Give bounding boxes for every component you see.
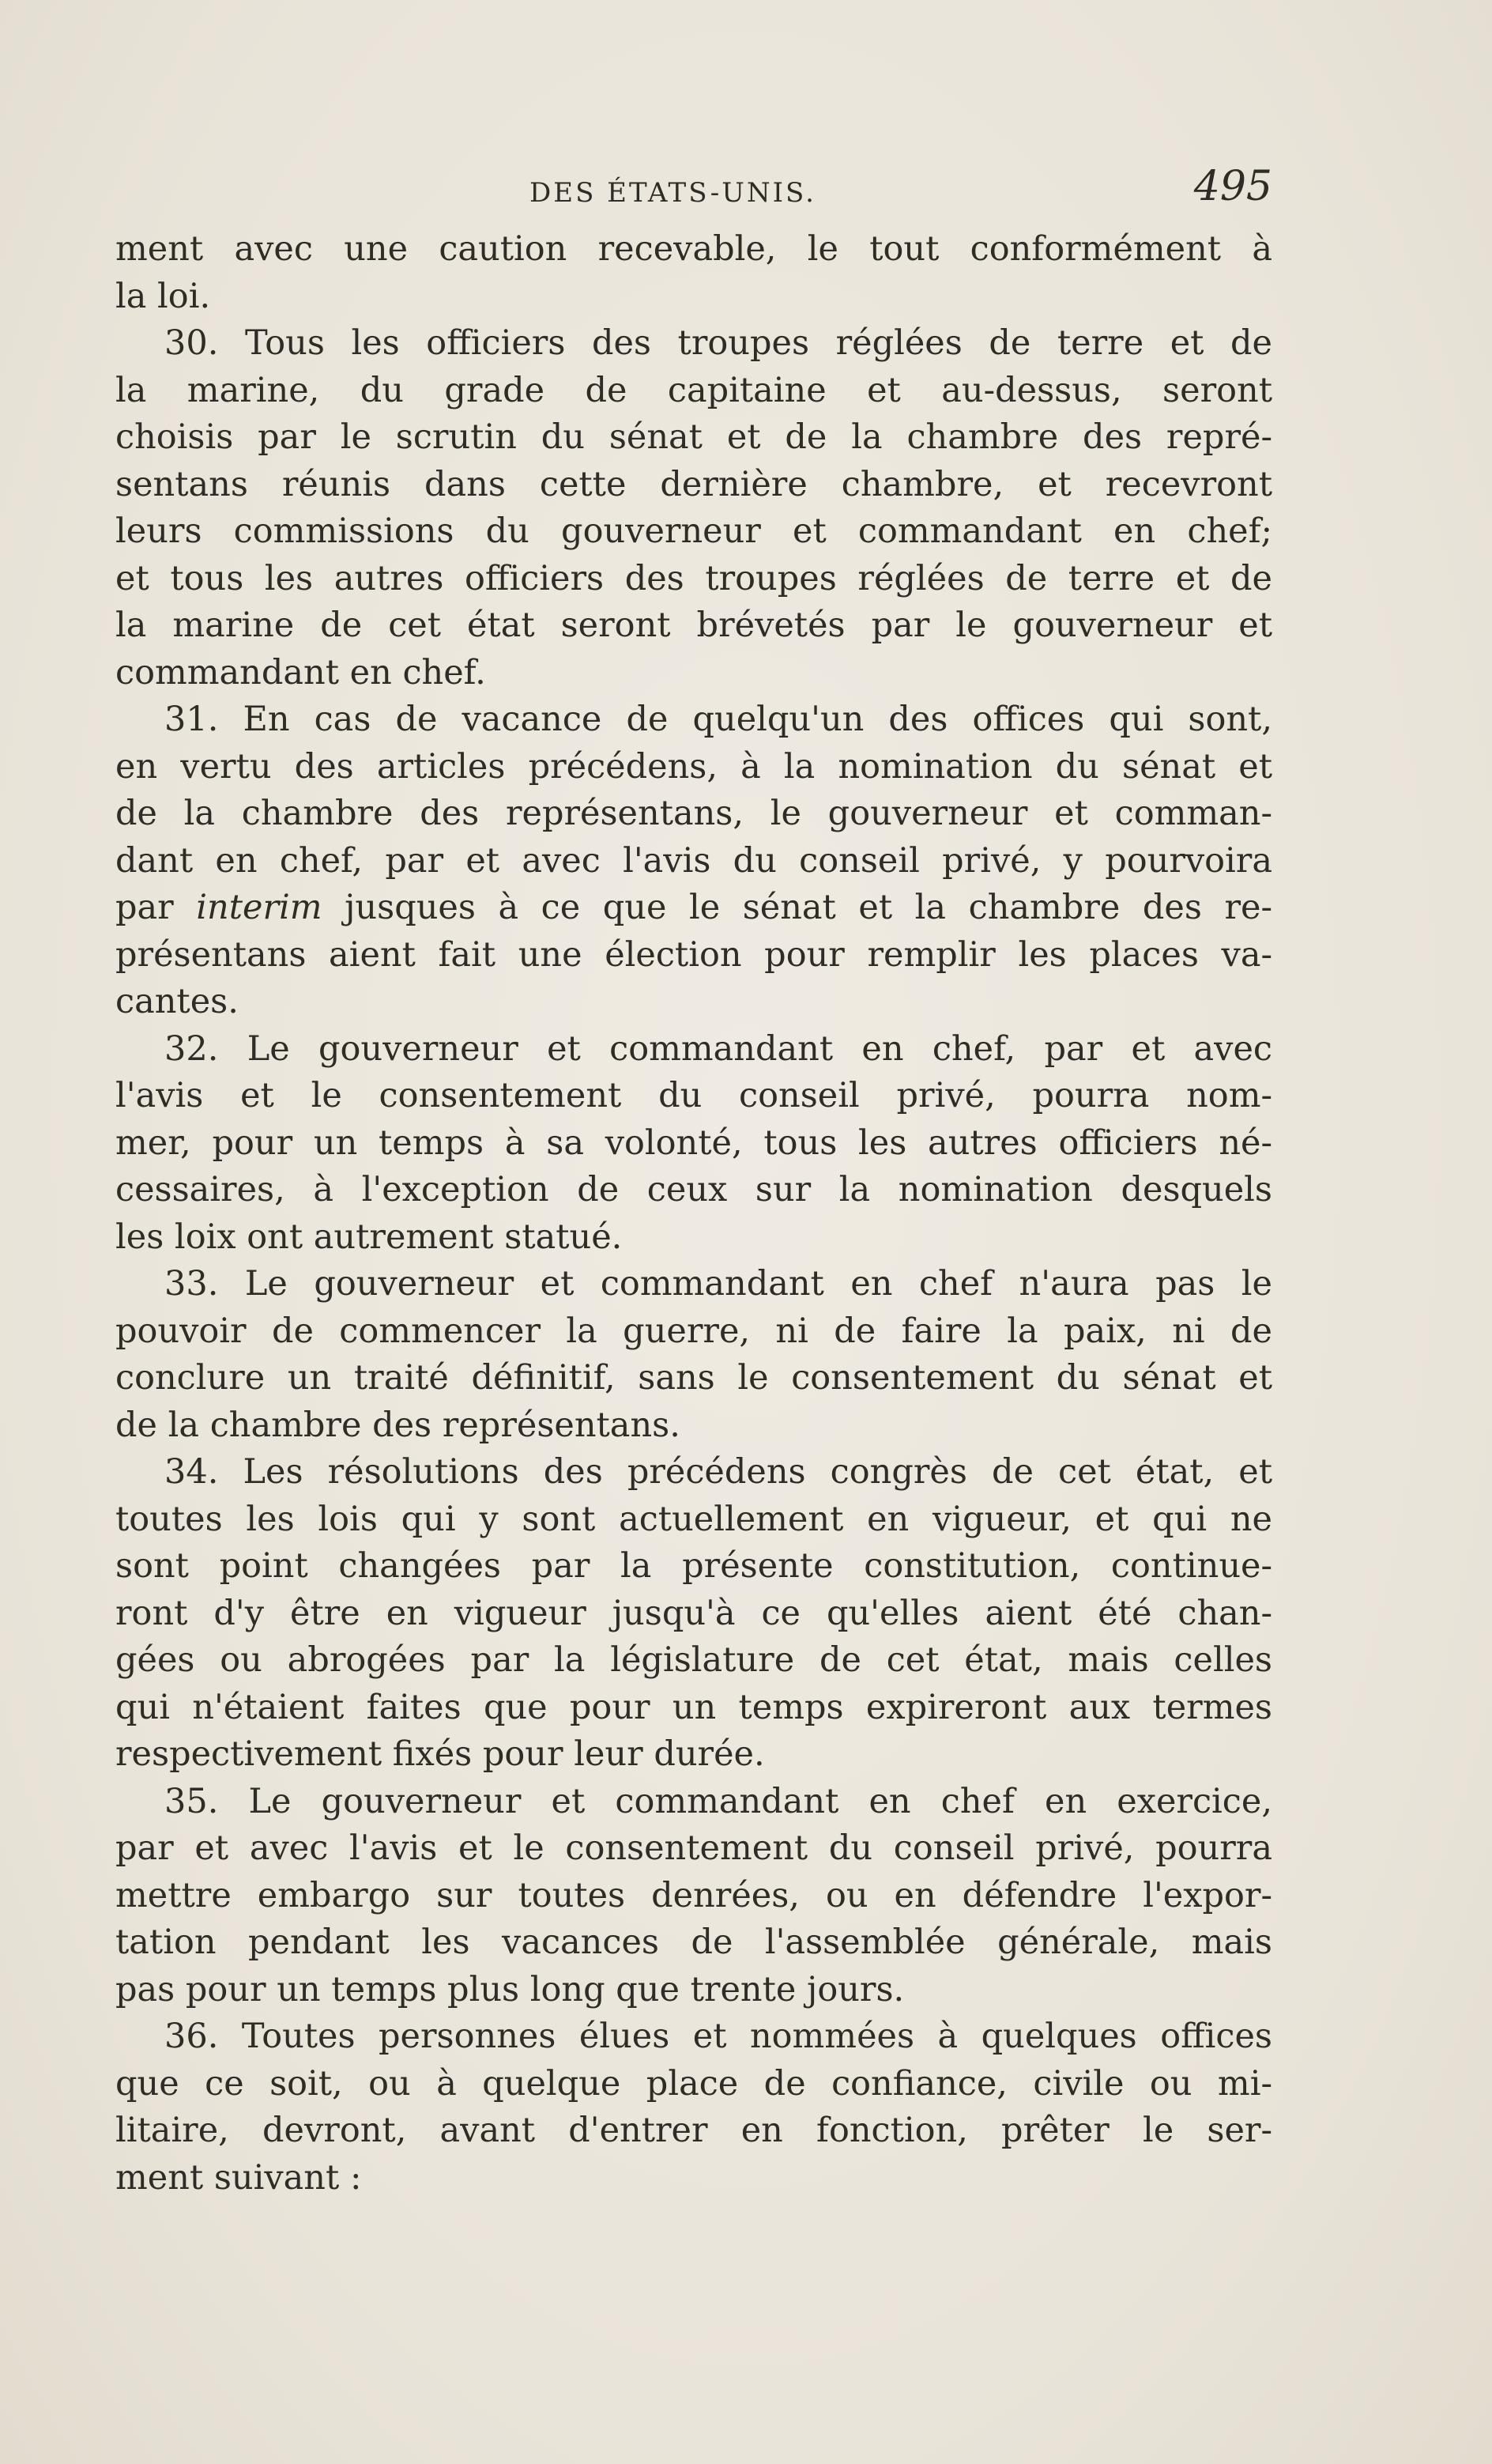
text-line: la loi. xyxy=(115,276,211,316)
text-line: 33. Le gouverneur et commandant en chef n'aura pas le xyxy=(164,1264,1272,1304)
body-text xyxy=(115,226,1272,2202)
page-text-block xyxy=(115,163,1272,2202)
text-line: leurs commissions du gouverneur et commandant en chef; xyxy=(115,511,1272,551)
text-line: cantes. xyxy=(115,982,239,1021)
text-line: choisis par le scrutin du sénat et de la chambre des repré- xyxy=(115,417,1272,457)
text-line: cessaires, à l'exception de ceux sur la nomination desquels xyxy=(115,1170,1272,1209)
text-line: 34. Les résolutions des précédens congrès de cet état, et xyxy=(164,1452,1272,1492)
page-header xyxy=(115,163,1272,220)
text-line: sentans réunis dans cette dernière chambre, et recevront xyxy=(115,464,1272,504)
text-line: qui n'étaient faites que pour un temps expireront aux termes xyxy=(115,1687,1272,1727)
text-line: 32. Le gouverneur et commandant en chef, par et avec xyxy=(164,1028,1272,1069)
text-line: litaire, devront, avant d'entrer en fonction, prêter le ser- xyxy=(115,2111,1272,2150)
text-line: présentans aient fait une élection pour remplir les places va- xyxy=(115,934,1272,975)
text-line: pas pour un temps plus long que trente jours. xyxy=(115,1969,905,2009)
text-line: ment suivant : xyxy=(115,2157,362,2198)
text-line: mettre embargo sur toutes denrées, ou en défendre l'expor- xyxy=(115,1875,1272,1915)
text-line: ment avec une caution recevable, le tout conformément à xyxy=(115,229,1272,269)
text-line: 31. En cas de vacance de quelqu'un des offices qui sont, xyxy=(164,700,1272,739)
text-line: par interim jusques à ce que le sénat et la chambre des re- xyxy=(115,888,1272,927)
text-line: et tous les autres officiers des troupes réglées de terre et de xyxy=(115,558,1272,598)
text-line: respectivement fixés pour leur durée. xyxy=(115,1734,765,1774)
text-line: en vertu des articles précédens, à la nomination du sénat et xyxy=(115,746,1272,787)
text-line: 35. Le gouverneur et commandant en chef en exercice, xyxy=(164,1781,1272,1821)
text-line: l'avis et le consentement du conseil privé, pourra nom- xyxy=(115,1076,1272,1115)
text-line: dant en chef, par et avec l'avis du conseil privé, y pourvoira xyxy=(115,840,1272,881)
text-line: pouvoir de commencer la guerre, ni de faire la paix, ni de xyxy=(115,1311,1272,1351)
text-line: commandant en chef. xyxy=(115,652,486,692)
text-line: tation pendant les vacances de l'assemblée générale, mais xyxy=(115,1923,1272,1962)
text-line: de la chambre des représentans. xyxy=(115,1405,680,1445)
text-line: la marine, du grade de capitaine et au-dessus, seront xyxy=(115,370,1272,410)
text-line: la marine de cet état seront brévetés par le gouverneur et xyxy=(115,606,1272,645)
running-title: DES ÉTATS-UNIS. xyxy=(529,177,816,209)
page-number: 495 xyxy=(1193,163,1272,210)
text-line: sont point changées par la présente constitution, continue- xyxy=(115,1546,1272,1586)
text-line: de la chambre des représentans, le gouverneur et comman- xyxy=(115,794,1272,833)
text-line: les loix ont autrement statué. xyxy=(115,1217,623,1257)
text-line: par et avec l'avis et le consentement du conseil privé, pourra xyxy=(115,1828,1272,1868)
text-line: 30. Tous les officiers des troupes réglées de terre et de xyxy=(164,323,1272,363)
text-line: gées ou abrogées par la législature de cet état, mais celles xyxy=(115,1640,1272,1680)
text-line: 36. Toutes personnes élues et nommées à quelques offices xyxy=(164,2017,1272,2056)
italic-word: interim xyxy=(196,888,322,927)
text-line: ront d'y être en vigueur jusqu'à ce qu'elles aient été chan- xyxy=(115,1593,1272,1633)
text-line: toutes les lois qui y sont actuellement en vigueur, et qui ne xyxy=(115,1499,1272,1539)
text-line: que ce soit, ou à quelque place de confiance, civile ou mi- xyxy=(115,2063,1272,2104)
text-line: mer, pour un temps à sa volonté, tous les autres officiers né- xyxy=(115,1123,1272,1163)
text-line: conclure un traité définitif, sans le consentement du sénat et xyxy=(115,1358,1272,1398)
